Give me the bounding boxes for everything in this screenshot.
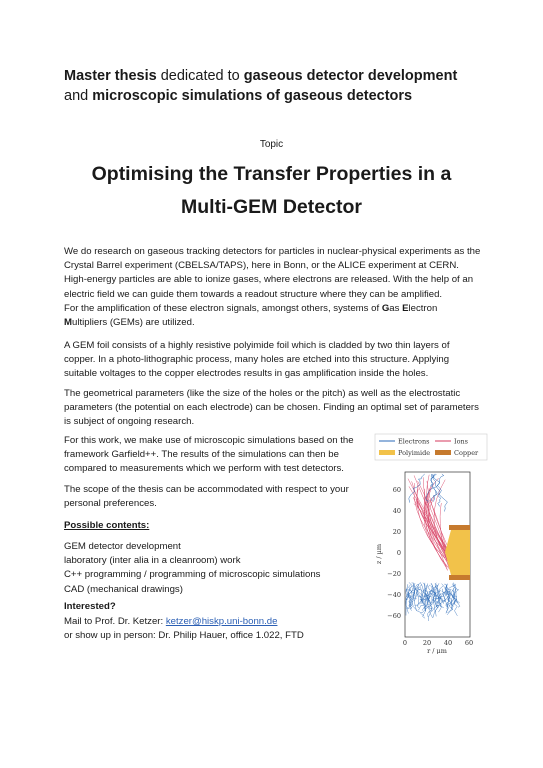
contact-block <box>64 615 364 643</box>
heading-part-and: and <box>64 88 93 104</box>
intro-paragraph <box>64 245 482 330</box>
y-tick-label: 60 <box>392 486 401 494</box>
thesis-title-line1: Optimising the Transfer Properties in a <box>91 163 452 185</box>
topic-label: Topic <box>259 139 284 150</box>
acronym-m: M <box>64 317 72 329</box>
list-item: GEM detector development <box>64 541 181 552</box>
x-tick-label: 40 <box>443 639 453 647</box>
scope-paragraph: The scope of the thesis can be accommodated with respect to your personal preferences. <box>64 484 349 510</box>
legend-polyimide-label: Polyimide <box>398 449 431 457</box>
y-tick-label: −40 <box>387 591 401 599</box>
thesis-title <box>0 158 543 224</box>
gem-intro-text: For the amplification of these electron signals, amongst others, systems of <box>64 302 382 314</box>
acronym-as: as <box>389 302 403 314</box>
contents-list <box>64 540 364 597</box>
simulation-paragraph: For this work, we make use of microscopic simulations based on the framework Garfield++. The results of the simulations can then be compared to measurements which we perform with test detectors. <box>64 435 354 475</box>
legend-electrons-label: Electrons <box>398 437 430 446</box>
x-ticks <box>403 639 473 647</box>
heading-part-gaseous: gaseous detector development <box>243 68 458 84</box>
list-item: laboratory (inter alia in a cleanroom) work <box>64 555 241 567</box>
thesis-title-line2: Multi-GEM Detector <box>181 196 362 218</box>
gem-simulation-figure <box>365 432 490 654</box>
x-axis-label: r / µm <box>427 647 447 654</box>
y-axis-label: z / µm <box>375 543 383 565</box>
legend-copper-swatch <box>435 450 451 455</box>
gem-simulation-plot <box>365 432 490 654</box>
gem-foil-paragraph: A GEM foil consists of a highly resistive polyimide foil which is cladded by two thin layers of copper. In a photo-lithographic process, many holes are etched into this structure. Applying suitable voltages to the copper electrodes results in gas amplification inside the holes. <box>64 340 450 380</box>
copper-bottom <box>449 575 470 580</box>
acronym-g: G <box>381 302 390 314</box>
copper-top <box>449 525 470 530</box>
acronym-lectron: lectron <box>408 302 438 314</box>
legend-copper-label: Copper <box>454 449 479 457</box>
list-item: C++ programming / programming of microscopic simulations <box>64 569 321 581</box>
y-tick-label: 0 <box>396 549 401 557</box>
parameters-paragraph: The geometrical parameters (like the size of the holes or the pitch) as well as the electrostatic parameters (the potential on each electrode) can be chosen. Finding an optimal set of parameters is subject of ongoing research. <box>64 388 479 428</box>
legend-polyimide-swatch <box>379 450 395 455</box>
contents-heading: Possible contents: <box>64 520 150 531</box>
y-tick-label: 40 <box>392 507 401 515</box>
legend-ions-label: Ions <box>454 437 469 446</box>
y-tick-label: −60 <box>387 612 401 620</box>
x-tick-label: 60 <box>464 639 474 647</box>
acronym-rest: ultipliers (GEMs) are utilized. <box>72 317 195 329</box>
intro-text: We do research on gaseous tracking detectors for particles in nuclear-physical experiments as the Crystal Barrel experiment (CBELSA/TAPS), here in Bonn, or the ALICE experiment at CERN. High-energy particles are able to ionize gases, where electrons are released. With the help of an electric field we can guide them towards a readout structure where they can be amplified. <box>64 246 481 300</box>
y-ticks <box>387 486 401 620</box>
interested-heading: Interested? <box>64 601 116 612</box>
y-tick-label: 20 <box>392 528 401 536</box>
heading-part-microscopic: microscopic simulations of gaseous detectors <box>92 88 413 104</box>
list-item: CAD (mechanical drawings) <box>64 583 183 595</box>
heading-part-master-thesis: Master thesis <box>64 68 157 84</box>
x-tick-label: 0 <box>402 639 408 647</box>
heading-part-dedicated: dedicated to <box>156 68 244 84</box>
y-tick-label: −20 <box>387 570 401 578</box>
mail-prefix: Mail to Prof. Dr. Ketzer: <box>64 616 166 627</box>
acronym-e: E <box>402 302 409 314</box>
x-tick-label: 20 <box>422 639 432 647</box>
email-link[interactable]: ketzer@hiskp.uni-bonn.de <box>165 616 278 627</box>
in-person-text: or show up in person: Dr. Philip Hauer, office 1.022, FTD <box>64 630 304 642</box>
flyer-heading <box>64 66 504 106</box>
